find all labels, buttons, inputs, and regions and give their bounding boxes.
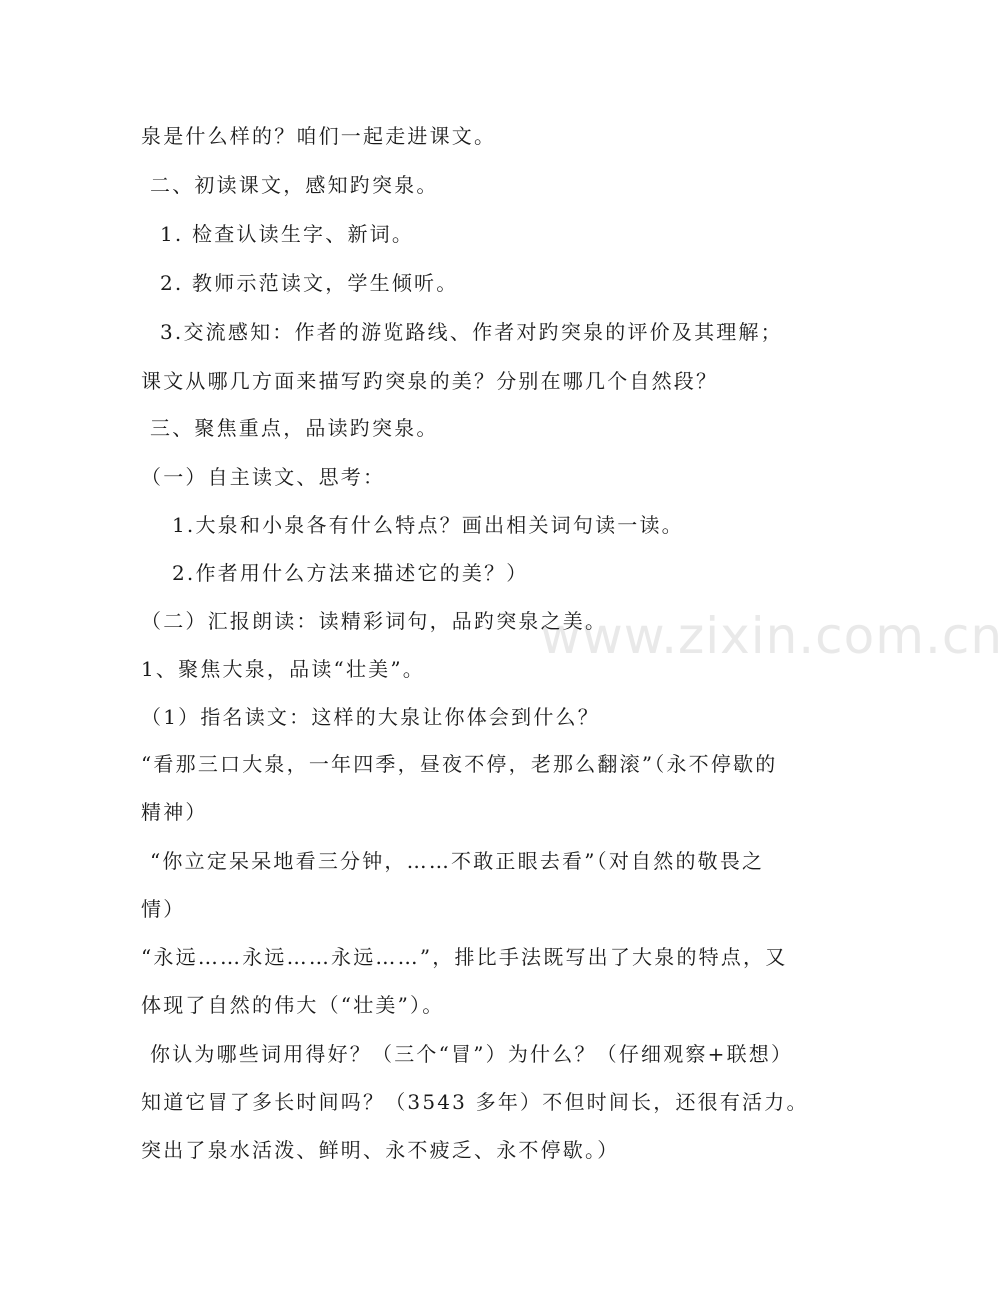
- watermark: www.zixin.com.cn: [540, 607, 1003, 665]
- text-line-1: 泉是什么样的？咱们一起走进课文。: [141, 124, 497, 148]
- section-heading-3: 三、聚焦重点，品读趵突泉。: [150, 416, 439, 440]
- section-heading-2: 二、初读课文，感知趵突泉。: [150, 173, 439, 197]
- question-2: 2.作者用什么方法来描述它的美？）: [172, 561, 529, 585]
- list-item-1: 1. 检查认读生字、新词。: [160, 222, 415, 246]
- reading-task-1: （1）指名读文：这样的大泉让你体会到什么？: [141, 705, 600, 729]
- subsection-heading-1: （一）自主读文、思考：: [141, 465, 386, 489]
- question-line-time: 知道它冒了多长时间吗？（3543 多年）不但时间长，还很有活力。: [141, 1090, 809, 1114]
- subsection-heading-2: （二）汇报朗读：读精彩词句，品趵突泉之美。: [141, 609, 608, 633]
- conclusion-line: 突出了泉水活泼、鲜明、永不疲乏、永不停歇。）: [141, 1138, 620, 1162]
- focus-heading-1: 1、聚焦大泉，品读“壮美”。: [141, 657, 425, 681]
- question-line-words: 你认为哪些词用得好？（三个“冒”）为什么？（仔细观察+联想）: [150, 1042, 794, 1066]
- quote-line-2: “你立定呆呆地看三分钟，……不敢正眼去看”（对自然的敬畏之: [150, 849, 765, 873]
- text-line-list-item-3-cont: 课文从哪几方面来描写趵突泉的美？分别在哪几个自然段？: [141, 369, 719, 393]
- quote-line-3: “永远……永远……永远……”，排比手法既写出了大泉的特点，又: [141, 945, 788, 969]
- list-item-3: 3.交流感知：作者的游览路线、作者对趵突泉的评价及其理解；: [160, 320, 783, 344]
- list-item-2: 2. 教师示范读文，学生倾听。: [160, 271, 459, 295]
- quote-line-2-cont: 情）: [141, 897, 186, 921]
- question-1: 1.大泉和小泉各有什么特点？画出相关词句读一读。: [172, 513, 684, 537]
- quote-line-3-cont: 体现了自然的伟大（“壮美”）。: [141, 993, 445, 1017]
- quote-line-1: “看那三口大泉，一年四季，昼夜不停，老那么翻滚”（永不停歇的: [141, 752, 778, 776]
- quote-line-1-cont: 精神）: [141, 800, 208, 824]
